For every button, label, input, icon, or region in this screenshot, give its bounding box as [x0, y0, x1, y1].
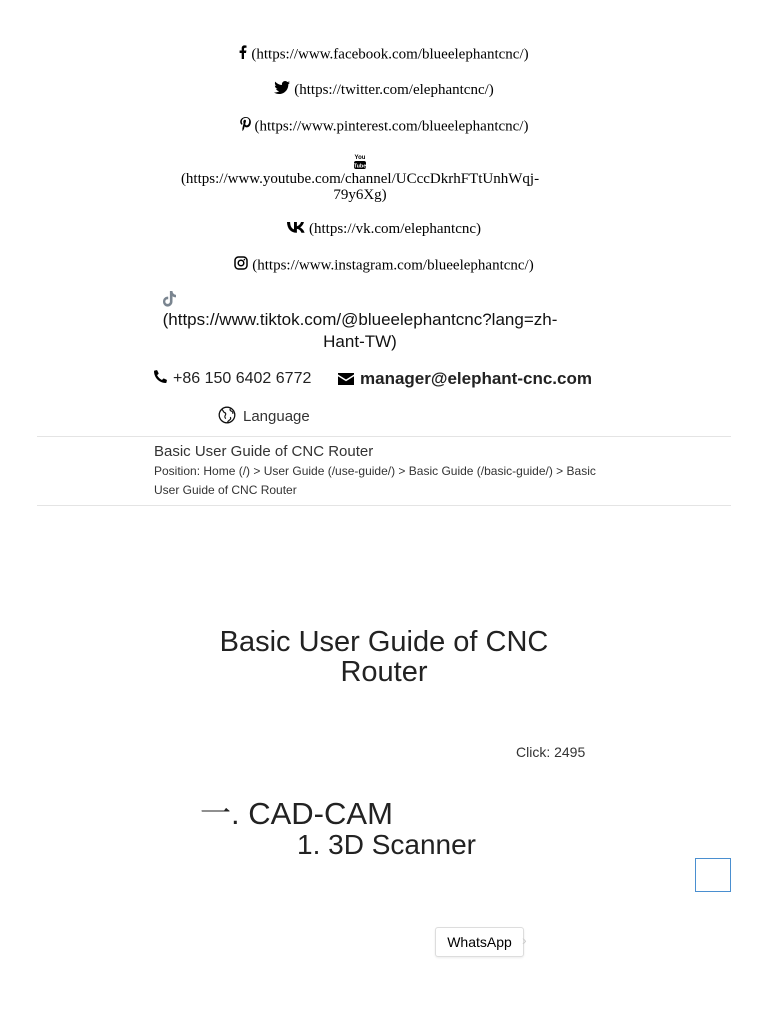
- svg-text:You: You: [354, 155, 366, 161]
- page-title-line1: Basic User Guide of CNC: [219, 626, 549, 658]
- svg-text:Tube: Tube: [353, 163, 367, 169]
- instagram-link[interactable]: [0, 256, 768, 276]
- page-title: [184, 627, 584, 687]
- youtube-link[interactable]: [160, 153, 560, 203]
- phone-icon: [154, 370, 167, 388]
- language-label: Language: [243, 407, 310, 425]
- pinterest-icon: [240, 117, 251, 137]
- sub-heading: 1. 3D Scanner: [297, 829, 476, 860]
- divider-top: [37, 436, 731, 437]
- facebook-link[interactable]: [0, 45, 768, 65]
- chevron-right-icon: ›: [522, 932, 527, 948]
- facebook-url: (https://www.facebook.com/blueelephantcnc/): [251, 46, 529, 63]
- whatsapp-button[interactable]: WhatsApp: [435, 927, 524, 957]
- globe-icon: [218, 406, 236, 428]
- email-link[interactable]: [338, 369, 592, 390]
- tiktok-url-line1: (https://www.tiktok.com/@blueelephantcnc?lang=zh-: [162, 310, 558, 329]
- page-title-line2: Router: [340, 656, 428, 688]
- breadcrumb: [154, 462, 624, 500]
- click-count: Click: 2495: [516, 744, 586, 760]
- twitter-link[interactable]: [0, 81, 768, 100]
- youtube-url-line2: 79y6Xg): [333, 187, 387, 203]
- instagram-url: (https://www.instagram.com/blueelephantcnc/): [252, 257, 534, 274]
- phone-number: +86 150 6402 6772: [173, 370, 312, 388]
- breadcrumb-line2: User Guide of CNC Router: [154, 483, 297, 497]
- contact-bar: [150, 368, 600, 392]
- twitter-icon: [274, 81, 290, 100]
- instagram-icon: [234, 256, 248, 276]
- tiktok-url-line2: Hant-TW): [323, 332, 397, 351]
- breadcrumb-title: Basic User Guide of CNC Router: [154, 443, 374, 460]
- phone-link[interactable]: [154, 370, 311, 388]
- language-selector[interactable]: [218, 406, 310, 428]
- youtube-url-line1: (https://www.youtube.com/channel/UCccDkrhFTtUnhWqj-: [180, 171, 540, 187]
- tiktok-icon: [150, 291, 570, 309]
- vk-link[interactable]: [0, 220, 768, 239]
- facebook-icon: [239, 45, 247, 65]
- email-address: manager@elephant-cnc.com: [360, 369, 592, 388]
- back-to-top-button[interactable]: [695, 858, 731, 892]
- vk-url: (https://vk.com/elephantcnc): [308, 221, 482, 237]
- envelope-icon: [338, 370, 354, 390]
- pinterest-url: (https://www.pinterest.com/blueelephantcnc/): [254, 118, 529, 135]
- tiktok-link[interactable]: [150, 291, 570, 353]
- vk-icon: [287, 220, 305, 239]
- youtube-icon: [160, 153, 560, 171]
- section-heading: 一. CAD-CAM: [200, 796, 393, 831]
- pinterest-link[interactable]: [0, 117, 768, 137]
- twitter-url: (https://twitter.com/elephantcnc/): [294, 82, 494, 98]
- breadcrumb-line1[interactable]: Position: Home (/) > User Guide (/use-guide/) > Basic Guide (/basic-guide/) > Basic: [154, 464, 596, 478]
- divider-bottom: [37, 505, 731, 506]
